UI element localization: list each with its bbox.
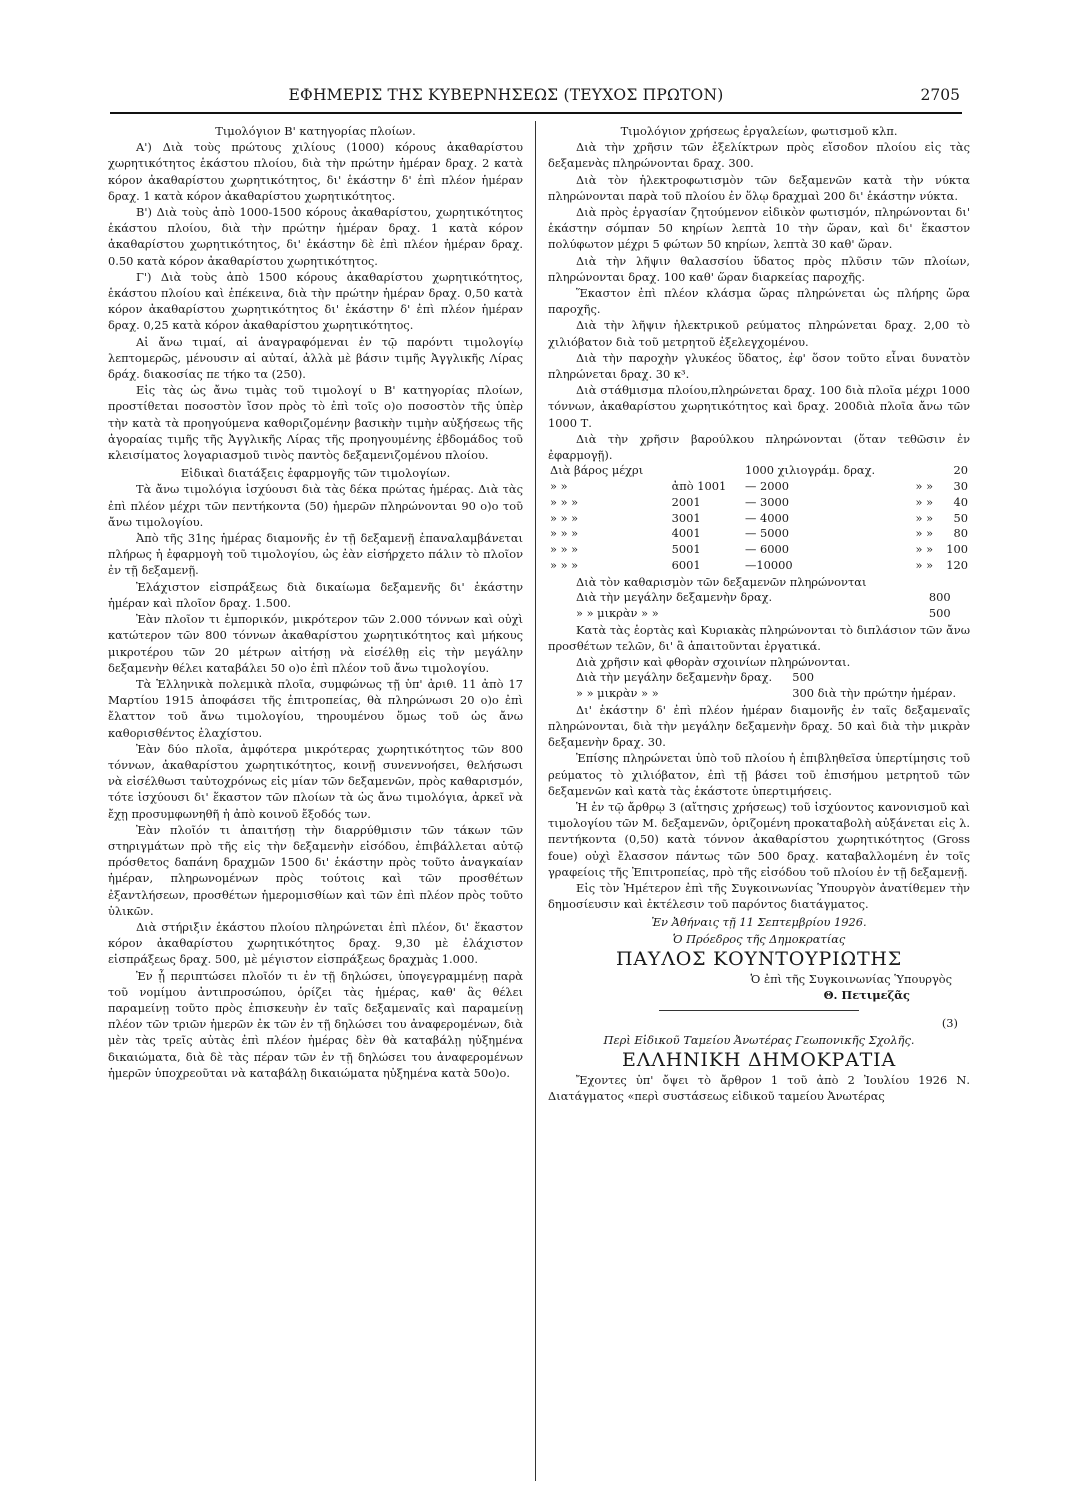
table-cell: 3001: [671, 510, 701, 525]
table-row: [548, 511, 970, 527]
section-subtitle: Περὶ Εἰδικοῦ Ταμείου Ἀνωτέρας Γεωπονικῆς Σχολῆς.: [603, 1032, 915, 1047]
minister-name: Θ. Πετιμεζᾶς: [823, 988, 910, 1003]
page-header: [110, 86, 962, 114]
decree-date: Ἐν Ἀθήναις τῇ 11 Σεπτεμβρίου 1926.: [651, 915, 867, 930]
table-cell: » » »: [550, 510, 579, 525]
table-cell: 300 διὰ τὴν πρώτην ἡμέραν.: [792, 686, 957, 701]
table-cell: ἀπὸ 1001: [671, 479, 727, 494]
table-cell: » » »: [550, 494, 579, 509]
table-cell: » »: [550, 479, 568, 494]
table-cell: » » μικρὰν » »: [576, 686, 659, 701]
section-title: ΕΛΛΗΝΙΚΗ ΔΗΜΟΚΡΑΤΙΑ: [622, 1048, 896, 1071]
paragraph: Τὰ ἄνω τιμολόγια ἰσχύουσι διὰ τὰς δέκα πρώτας ἡμέρας. Διὰ τὰς ἐπὶ πλέον μέχρι τῶν πεντήκοντα (50) ἡμερῶν πληρώνονται 90 ο)ο τοῦ ἄνω τιμολογίου.: [108, 482, 523, 529]
paragraph: Διὰ τὴν χρῆσιν βαρούλκου πληρώνονται (ὅταν τεθῶσιν ἐν ἐφαρμογῇ).: [548, 431, 970, 463]
president-name: ΠΑΥΛΟΣ ΚΟΥΝΤΟΥΡΙΩΤΗΣ: [615, 947, 903, 970]
paragraph: Ἐὰν πλοῖον τι ἐμπορικόν, μικρότερον τῶν 2.000 τόννων καὶ οὐχὶ κατώτερον τῶν 800 τόννων ἀκαθαρίστου χωρητικότητος καὶ μήκους μικροτέρου τῶν 20 μέτρων αἰτήσῃ νὰ εἰσέλθῃ εἰς τὴν μεγάλην δεξαμενὴν θέλει καταβάλει 50 ο)ο ἐπὶ πλέον τοῦ ἄνω τιμολογίου.: [108, 612, 523, 675]
table-cell: — 3000: [744, 494, 789, 509]
paragraph: Α') Διὰ τοὺς πρώτους χιλίους (1000) κόρους ἀκαθαρίστου χωρητικότητος ἑκάστου πλοίου, διὰ τὴν πρώτην ἡμέραν δραχ. 2 κατὰ κόρον ἀκαθαρίστου χωρητικότητος, δι' ἑκάστην δ' ἐπὶ πλέον ἡμέραν δραχ. 1 κατὰ κόρον ἀκαθαρίστου χωρητικότητος.: [108, 140, 523, 203]
left-column: [108, 121, 523, 1481]
table-cell: » » »: [550, 558, 579, 573]
minister-title: Ὁ ἐπὶ τῆς Συγκοινωνίας Ὑπουργὸς: [750, 971, 952, 986]
paragraph: Εἰς τὸν Ἡμέτερον ἐπὶ τῆς Συγκοινωνίας Ὑπουργὸν ἀνατίθεμεν τὴν δημοσίευσιν καὶ ἐκτέλεσιν τοῦ παρόντος διατάγματος.: [548, 881, 970, 912]
column-divider: [535, 121, 536, 1481]
table-row: [548, 542, 970, 558]
paragraph: Ἐλάχιστον εἰσπράξεως διὰ δικαίωμα δεξαμενῆς δι' ἑκάστην ἡμέραν καὶ πλοῖον δραχ. 1.500.: [108, 579, 523, 610]
section-text: Ἔχοντες ὑπ' ὄψει τὸ ἄρθρον 1 τοῦ ἀπὸ 2 Ἰουλίου 1926 Ν. Διατάγματος «περὶ συστάσεως εἰδικοῦ ταμείου Ἀνωτέρας: [548, 1072, 970, 1103]
paragraph: Αἱ ἄνω τιμαί, αἱ ἀναγραφόμεναι ἐν τῷ παρόντι τιμολογίῳ λεπτομερῶς, μένουσιν αἱ αὐταί, ἀλλὰ μὲ βάσιν τιμῆς Ἀγγλικῆς Λίρας δράχ. διακοσίας πε τήκο τα (250).: [108, 334, 523, 382]
table-cell: 80: [953, 526, 968, 541]
paragraph: Β') Διὰ τοὺς ἀπὸ 1000-1500 κόρους ἀκαθαρίστου, χωρητικότητος ἑκάστου πλοίου, διὰ τὴν πρώτην ἡμέραν δραχ. 1 κατὰ κόρον ἀκαθαρίστου χωρητικότητος, δι' ἑκάστην δὲ ἐπὶ πλέον ἡμέραν δραχ. 0.50 κατὰ κόρον ἀκαθαρίστου χωρητικότητος.: [108, 205, 523, 268]
table-row: [548, 670, 970, 686]
paragraph: Ἐὰν πλοῖόν τι ἀπαιτήσῃ τὴν διαρρύθμισιν τῶν τάκων τῶν στηριγμάτων πρὸ τῆς εἰς τὴν δεξαμενὴν εἰσόδου, ἐπιβάλλεται αὐτῷ πρόσθετος δαπάνη δραχμῶν 1500 δι' ἑκάστην πρὸς τοῦτο ἀναγκαίαν ἡμέραν, πληρωνομένων πρὸς τούτοις καὶ τῶν προσθέτων ἐξαντλήσεων, προσθέτων ἡμερομισθίων καὶ τῶν ἐπὶ πλέον πρὸς τοῦτο ὑλικῶν.: [108, 822, 523, 918]
table-row: [548, 495, 970, 511]
paragraph: Ἐπίσης πληρώνεται ὑπὸ τοῦ πλοίου ἡ ἐπιβληθεῖσα ὑπερτίμησις τοῦ ρεύματος τὸ χιλιόβατον, ἐπὶ τῇ βάσει τοῦ ἐπισήμου μετρητοῦ τῶν δεξαμενῶν καὶ κατὰ τὰς ἑκάστοτε ὑπερτιμήσεις.: [548, 751, 970, 798]
paragraph: Δι' ἑκάστην δ' ἐπὶ πλέον ἡμέραν διαμονῆς ἐν ταῖς δεξαμεναῖς πληρώνονται, διὰ τὴν μεγάλην δεξαμενὴν δραχ. 50 καὶ διὰ τὴν μικρὰν δεξαμενὴν δραχ. 30.: [548, 702, 970, 750]
table-cell: 4001: [671, 526, 701, 541]
paragraph: Ἐν ᾗ περιπτώσει πλοῖόν τι ἐν τῇ δηλώσει, ὑπογεγραμμένῃ παρὰ τοῦ νομίμου ἀντιπροσώπου, ὁρίζει τὰς ἡμέρας, καθ' ἃς θέλει παραμείνῃ τοῦτο πρὸς ἐπισκευὴν ἐν ταῖς δεξαμεναῖς καὶ παραμείνῃ πλέον τῶν τριῶν ἡμερῶν ἐκ τῶν ἐν τῇ δηλώσει του ἀναφερομένων, διὰ μὲν τὰς τρεῖς αὐτὰς ἐπὶ πλέον ἡμέρας δὲν θὰ καταβάλῃ ηὐξημένα δικαιώματα, διὰ δὲ τὰς πέραν τῶν ἐν τῇ δηλώσει του ἀναφερομένων ἡμερῶν ὑποχρεοῦται νὰ καταβάλῃ δικαιώματα ηὐξημένα κατὰ 50ο)ο.: [108, 968, 523, 1080]
paragraph: Εἰς τὰς ὡς ἄνω τιμὰς τοῦ τιμολογί υ Β' κατηγορίας πλοίων, προστίθεται ποσοστὸν ἴσον πρὸς τὸ ἐπὶ τοῖς ο)ο ποσοστὸν τῆς ὑπὲρ τὴν κατὰ τὰ προηγούμενα καθοριζομένην βασικὴν τιμὴν αὐξήσεως τῆς ἀγοραίας τιμῆς τῆς Ἀγγλικῆς Λίρας τῆς προηγουμένης ἑβδομάδος τοῦ κλεισίματος λογαριασμοῦ τινὸς παντὸς δεξαμενιζομένου πλοίου.: [108, 383, 523, 463]
table-cell: 120: [946, 558, 968, 573]
table-cell: Διὰ τὴν μεγάλην δεξαμενὴν δραχ.: [576, 670, 773, 685]
paragraph: Διὰ στήριξιν ἑκάστου πλοίου πληρώνεται ἐπὶ πλέον, δι' ἕκαστον κόρον ἀκαθαρίστου χωρητικότητος δραχ. 9,30 μὲ ἐλάχιστον εἰσπράξεως δραχ. 500, μὲ μέγιστον εἰσπράξεως δραχμὰς 1.000.: [108, 919, 523, 967]
table-row: [548, 606, 970, 622]
table-cell: — 2000: [744, 479, 789, 494]
table-cell: — 6000: [744, 542, 789, 557]
table-cell: — 5000: [744, 526, 789, 541]
table-cell: [670, 463, 743, 479]
table-cell: » » »: [550, 526, 579, 541]
table-cell: —10000: [744, 558, 793, 573]
table-cell: 1000 χιλιογράμ. δραχ.: [744, 463, 876, 478]
table-row: [548, 590, 970, 606]
section-number: (3): [941, 1016, 958, 1031]
table-cell: 2001: [671, 494, 701, 509]
cleaning-heading: Διὰ τὸν καθαρισμὸν τῶν δεξαμενῶν πληρώνονται: [576, 574, 867, 589]
paragraph: Τὰ Ἑλληνικὰ πολεμικὰ πλοῖα, συμφώνως τῇ ὑπ' ἀριθ. 11 ἀπὸ 17 Μαρτίου 1915 ἀποφάσει τῆς ἐπιτροπείας, θὰ πληρώνωσι 20 ο)ο ἐπὶ ἔλαττον τοῦ ἄνω τιμολογίου, τηρουμένου ὅμως τοῦ ὡς ἄνω καθορισθέντος ἐλαχίστου.: [108, 676, 523, 740]
table-row: [548, 526, 970, 542]
table-cell: [911, 463, 938, 479]
table-cell: 100: [946, 542, 968, 557]
paragraph: Διὰ πρὸς ἐργασίαν ζητούμενον εἰδικὸν φωτισμόν, πληρώνονται δι' ἑκάστην σόμπαν 50 κηρίων λεπτὰ 10 τὴν ὥραν, καὶ δι' ἕκαστον πολύφωτον μέχρι 5 φώτων 50 κηρίων, λεπτὰ 30 καθ' ὥραν.: [548, 205, 970, 252]
cleaning-fee-table: [548, 590, 970, 622]
table-cell: » »: [915, 526, 934, 541]
table-cell: Διὰ τὴν μεγάλην δεξαμενὴν δραχ.: [576, 590, 773, 605]
table-cell: » »: [915, 542, 934, 557]
paragraph: Ἡ ἐν τῷ ἄρθρῳ 3 (αἴτησις χρήσεως) τοῦ ἰσχύοντος κανονισμοῦ καὶ τιμολογίου τῶν Μ. δεξαμενῶν, ὁριζομένη προκαταβολὴ αὐξάνεται εἰς λ. πεντήκοντα (0,50) κατὰ τόννον ἀκαθαρίστου χωρητικότητος (Gross foue) οὐχὶ ἔλασσον πάντως τῶν 500 δραχ. καταβαλλομένη ἐν τοῖς γραφείοις τῆς Ἐπιτροπείας, πρὸ τῆς εἰσόδου τοῦ πλοίου ἐν τῇ δεξαμενῇ.: [548, 800, 970, 879]
winch-fee-table: [548, 463, 970, 574]
paragraph: Διὰ τὴν χρῆσιν τῶν ἐξελίκτρων πρὸς εἴσοδον πλοίου εἰς τὰς δεξαμενὰς πληρώνονται δραχ. 300.: [548, 140, 970, 171]
table-cell: 50: [953, 510, 968, 525]
table-cell: 40: [953, 494, 968, 509]
table-cell: 30: [953, 479, 968, 494]
tariff-b-heading: Τιμολόγιον Β' κατηγορίας πλοίων.: [215, 124, 416, 138]
table-row: [548, 463, 970, 479]
table-cell: 500: [928, 605, 951, 620]
table-cell: » » μικρὰν » »: [576, 605, 659, 620]
table-cell: » »: [915, 494, 934, 509]
president-title: Ὁ Πρόεδρος τῆς Δημοκρατίας: [672, 931, 846, 946]
table-cell: 20: [953, 463, 968, 478]
paragraph: Διὰ τὴν παροχὴν γλυκέος ὕδατος, ἐφ' ὅσον τοῦτο εἶναι δυνατὸν πληρώνεται δραχ. 30 κ³.: [548, 350, 970, 382]
table-cell: 500: [792, 670, 814, 685]
paragraph: Ἀπὸ τῆς 31ης ἡμέρας διαμονῆς ἐν τῇ δεξαμενῇ ἐπαναλαμβάνεται πλήρως ἡ ἐφαρμογὴ τοῦ τιμολογίου, ὡς ἐὰν εἰσήρχετο πάλιν τὸ πλοῖον ἐν τῇ δεξαμενῇ.: [108, 531, 523, 578]
table-cell: — 4000: [744, 510, 789, 525]
table-row: [548, 686, 970, 702]
table-cell: » »: [915, 479, 934, 494]
tools-tariff-heading: Τιμολόγιον χρήσεως ἐργαλείων, φωτισμοῦ κλπ.: [620, 124, 898, 138]
table-cell: » »: [915, 558, 934, 573]
paragraph: Κατὰ τὰς ἑορτὰς καὶ Κυριακὰς πληρώνονται τὸ διπλάσιον τῶν ἄνω προσθέτων τελῶν, δι' ἃ ἀπαιτοῦνται ἐργατικά.: [548, 622, 970, 653]
table-row: [548, 558, 970, 574]
paragraph: Ἐὰν δύο πλοῖα, ἀμφότερα μικρότερας χωρητικότητος τῶν 800 τόννων, ἀκαθαρίστου χωρητικότητος, κοινῇ συνεννοήσει, θελήσωσι νὰ εἰσέλθωσι ταὐτοχρόνως εἰς μίαν τῶν δεξαμενῶν, πρὸς καθαρισμόν, τότε ἰσχύουσι δι' ἕκαστον τῶν πλοίων τὰ ὡς ἄνω τιμολόγια, ἀρκεῖ νὰ ἔχῃ προσυμφωνηθῆ ἡ ἀπὸ κοινοῦ ἔξοδός των.: [108, 741, 523, 821]
right-column: [548, 121, 970, 1481]
page-number: 2705: [920, 86, 960, 104]
paragraph: Διὰ στάθμισμα πλοίου,πληρώνεται δραχ. 100 διὰ πλοῖα μέχρι 1000 τόννων, ἀκαθαρίστου χωρητικότητος καὶ δραχ. 200διὰ πλοῖα ἄνω τῶν 1000 Τ.: [548, 383, 970, 430]
table-cell: » » »: [550, 542, 579, 557]
ropes-fee-table: [548, 670, 970, 702]
section-separator: [659, 1010, 859, 1011]
paragraph: Διὰ τὴν λῆψιν θαλασσίου ὕδατος πρὸς πλῦσιν τῶν πλοίων, πληρώνονται δραχ. 100 καθ' ὥραν διαρκείας παροχῆς.: [548, 253, 970, 284]
paragraph: Γ') Διὰ τοὺς ἀπὸ 1500 κόρους ἀκαθαρίστου χωρητικότητος, ἑκάστου πλοίου καὶ ἐπέκεινα, διὰ τὴν πρώτην ἡμέραν δραχ. 0,50 κατὰ κόρον ἀκαθαρίστου χωρητικότητος δι' ἑκάστην δ' ἐπὶ πλέον ἡμέραν δραχ. 0,25 κατὰ κόρον ἀκαθαρίστου χωρητικότητος.: [108, 269, 523, 333]
gazette-title: ΕΦΗΜΕΡΙΣ ΤΗΣ ΚΥΒΕΡΝΗΣΕΩΣ (ΤΕΥΧΟΣ ΠΡΩΤΟΝ): [288, 86, 724, 104]
table-cell: 6001: [671, 558, 701, 573]
paragraph: Διὰ τὸν ἠλεκτροφωτισμὸν τῶν δεξαμενῶν κατὰ τὴν νύκτα πληρώνονται παρὰ τοῦ πλοίου ἐν ὅλῳ δραχμαὶ 200 δι' ἑκάστην νύκτα.: [548, 172, 970, 203]
table-row: [548, 479, 970, 495]
table-cell: Διὰ βάρος μέχρι: [550, 463, 644, 478]
paragraph: Διὰ τὴν λῆψιν ἠλεκτρικοῦ ρεύματος πληρώνεται δραχ. 2,00 τὸ χιλιόβατον διὰ τοῦ μετρητοῦ ἐξελεγχομένου.: [548, 318, 970, 349]
paragraph: Διὰ χρῆσιν καὶ φθορὰν σχοινίων πληρώνονται.: [576, 655, 851, 670]
special-provisions-heading: Εἰδικαὶ διατάξεις ἐφαρμογῆς τῶν τιμολογίων.: [180, 466, 451, 481]
table-cell: 800: [928, 590, 951, 605]
table-cell: » »: [915, 510, 934, 525]
paragraph: Ἕκαστον ἐπὶ πλέον κλάσμα ὥρας πληρώνεται ὡς πλήρης ὥρα παροχῆς.: [548, 286, 970, 317]
table-cell: 5001: [671, 542, 701, 557]
